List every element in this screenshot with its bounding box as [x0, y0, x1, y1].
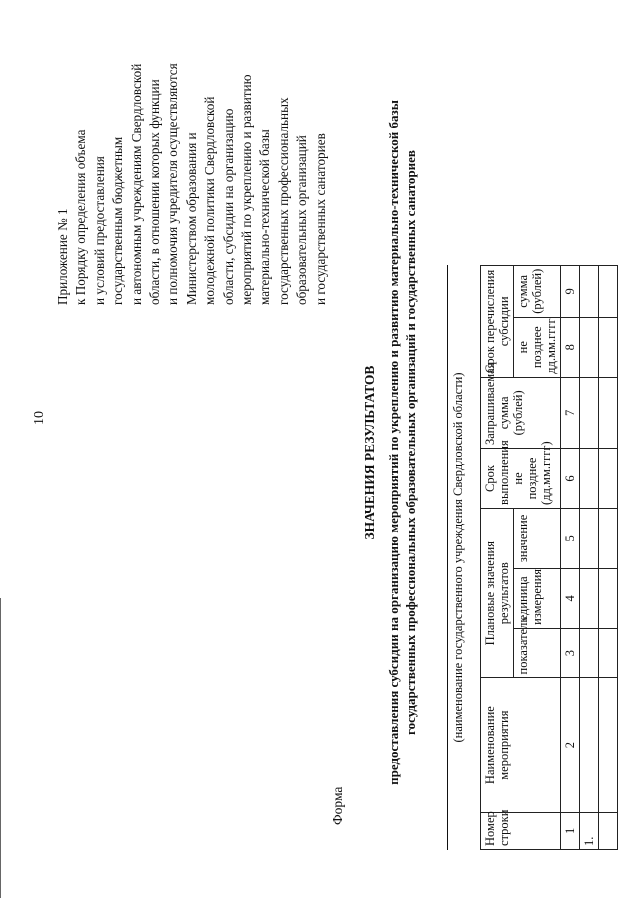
header-transfer-date: не позднее дд.мм.гггг — [514, 317, 561, 377]
col-number: 8 — [561, 317, 580, 377]
col-number: 5 — [561, 508, 580, 568]
cell-deadline[interactable] — [599, 449, 618, 509]
annex-block — [54, 5, 330, 305]
cell-indicator[interactable] — [580, 628, 599, 678]
cell-deadline[interactable] — [580, 449, 599, 509]
annex-line: мероприятий по укреплению и развитию — [239, 74, 255, 305]
header-event: Наименование мероприятия — [481, 678, 561, 812]
header-deadline: Срок выполнения не позднее (дд.мм.гггг) — [481, 449, 561, 509]
header-requested: Запрашиваемая сумма (рублей) — [481, 377, 561, 448]
header-transfer-sum: сумма (рублей) — [514, 266, 561, 318]
document-title: ЗНАЧЕНИЯ РЕЗУЛЬТАТОВ — [362, 365, 377, 540]
annex-line: и автономным учреждениям Свердловской — [128, 63, 144, 305]
page-number: 10 — [32, 411, 47, 425]
annex-line: и полномочия учредителя осуществляются — [165, 63, 181, 305]
col-number: 7 — [561, 377, 580, 448]
document-subtitle-line-2: государственных профессиональных образовательных организаций и государственных санаториев — [403, 150, 418, 735]
header-number: Номер строки — [481, 812, 561, 849]
header-unit: единица измерения — [514, 568, 561, 628]
header-value: значение — [514, 508, 561, 568]
row-number: 1. — [580, 812, 599, 849]
annex-line: государственных профессиональных — [275, 97, 291, 305]
cell-transfer-sum[interactable] — [599, 266, 618, 318]
cell-event[interactable] — [599, 678, 618, 812]
form-label: Форма — [330, 786, 345, 825]
header-transfer: Срок перечисления субсидии — [481, 266, 514, 378]
annex-line: государственным бюджетным — [110, 136, 126, 305]
col-number: 6 — [561, 449, 580, 509]
annex-line: материально-технической базы — [257, 129, 273, 305]
annex-line: области, в отношении которых функции — [147, 79, 163, 305]
cell-transfer-date[interactable] — [599, 317, 618, 377]
annex-line: Министерством образования и — [183, 132, 199, 305]
header-indicator: показатель — [514, 628, 561, 678]
table-row — [580, 266, 599, 850]
cell-requested[interactable] — [599, 377, 618, 448]
cell-event[interactable] — [580, 678, 599, 812]
cell-indicator[interactable] — [599, 628, 618, 678]
col-number: 3 — [561, 628, 580, 678]
cell-transfer-sum[interactable] — [580, 266, 599, 318]
institution-caption: (наименование государственного учреждения Свердловской области) — [451, 372, 465, 743]
cell-requested[interactable] — [580, 377, 599, 448]
row-number — [599, 812, 618, 849]
annex-line: области, субсидии на организацию — [220, 108, 236, 305]
annex-line: образовательных организаций — [294, 135, 310, 305]
cell-unit[interactable] — [580, 568, 599, 628]
document-subtitle-line-1: предоставления субсидии на организацию мероприятий по укреплению и развитию материально-технической базы — [386, 100, 401, 785]
cell-value[interactable] — [599, 508, 618, 568]
annex-line: и условий предоставления — [91, 156, 107, 305]
annex-line: молодежной политики Свердловской — [202, 96, 218, 305]
institution-name-line[interactable] — [447, 265, 448, 850]
col-number: 9 — [561, 266, 580, 318]
page-edge-line — [0, 598, 7, 898]
table-row — [599, 266, 618, 850]
results-table — [480, 265, 618, 850]
cell-transfer-date[interactable] — [580, 317, 599, 377]
annex-line: и государственных санаториев — [312, 133, 328, 305]
cell-value[interactable] — [580, 508, 599, 568]
annex-line: к Порядку определения объема — [73, 129, 89, 305]
annex-line: Приложение № 1 — [55, 208, 70, 305]
column-number-row — [561, 266, 580, 850]
header-planned: Плановые значения результатов — [481, 508, 514, 677]
col-number: 2 — [561, 678, 580, 812]
col-number: 4 — [561, 568, 580, 628]
header-row-1 — [481, 266, 514, 850]
col-number: 1 — [561, 812, 580, 849]
cell-unit[interactable] — [599, 568, 618, 628]
